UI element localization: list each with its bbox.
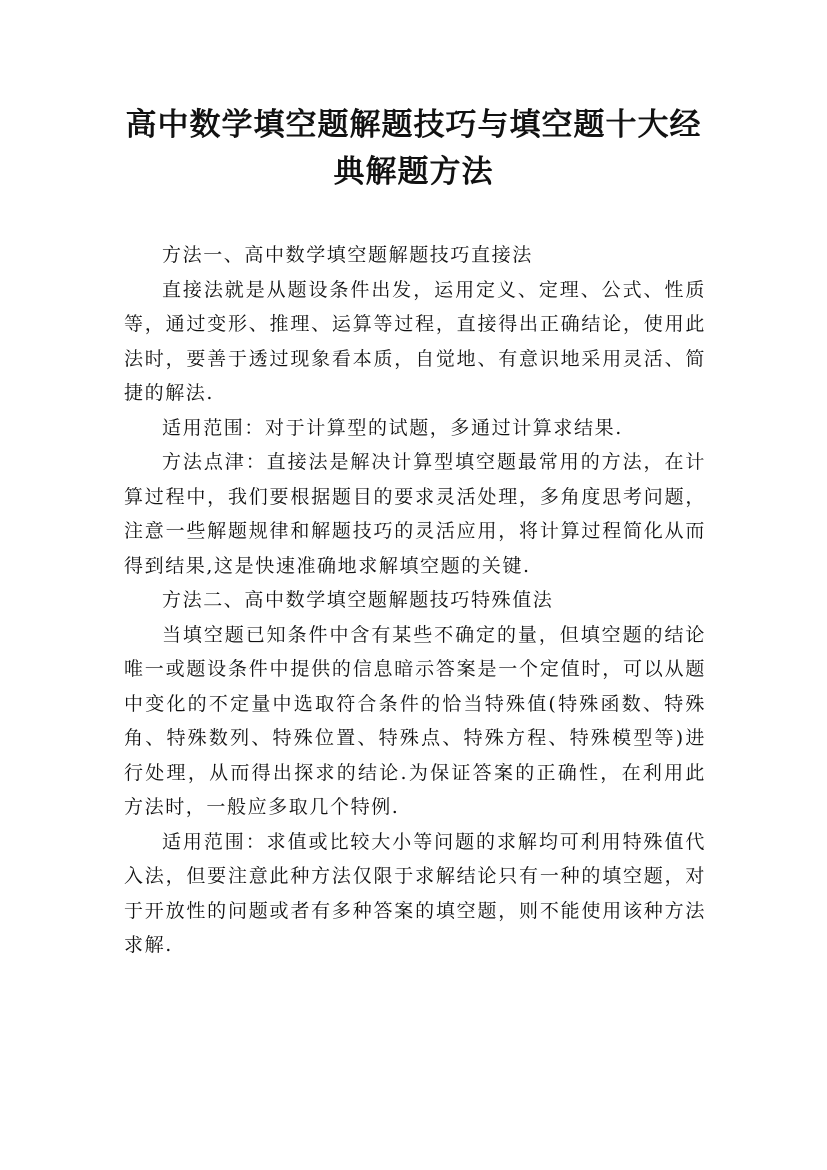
title-line-1: 高中数学填空题解题技巧与填空题十大经 xyxy=(125,107,702,143)
document-title xyxy=(110,102,717,196)
paragraph-direct-method: 直接法就是从题设条件出发，运用定义、定理、公式、性质等，通过变形、推理、运算等过程，直接得出正确结论，使用此法时，要善于透过现象看本质，自觉地、有意识地采用灵活、简捷的解法. xyxy=(124,278,706,404)
paragraph-special-value: 当填空题已知条件中含有某些不确定的量，但填空题的结论唯一或题设条件中提供的信息暗示答案是一个定值时，可以从题中变化的不定量中选取符合条件的恰当特殊值(特殊函数、特殊角、特殊数列、特殊位置、特殊点、特殊方程、特殊模型等)进行处理，从而得出探求的结论.为保证答案的正确性，在利用此方法时，一般应多取几个特例. xyxy=(124,623,706,818)
paragraph-scope-two: 适用范围：求值或比较大小等问题的求解均可利用特殊值代入法，但要注意此种方法仅限于求解结论只有一种的填空题，对于开放性的问题或者有多种答案的填空题，则不能使用该种方法求解. xyxy=(124,830,706,956)
title-line-2: 典解题方法 xyxy=(333,154,494,190)
document-body xyxy=(124,238,706,963)
paragraph-tips-one: 方法点津：直接法是解决计算型填空题最常用的方法，在计算过程中，我们要根据题目的要求灵活处理，多角度思考问题，注意一些解题规律和解题技巧的灵活应用，将计算过程简化从而得到结果,这是快速准确地求解填空题的关键. xyxy=(124,451,706,577)
paragraph-scope-one: 适用范围：对于计算型的试题，多通过计算求结果. xyxy=(162,416,623,439)
heading-method-two: 方法二、高中数学填空题解题技巧特殊值法 xyxy=(162,589,554,611)
heading-method-one: 方法一、高中数学填空题解题技巧直接法 xyxy=(162,244,533,266)
